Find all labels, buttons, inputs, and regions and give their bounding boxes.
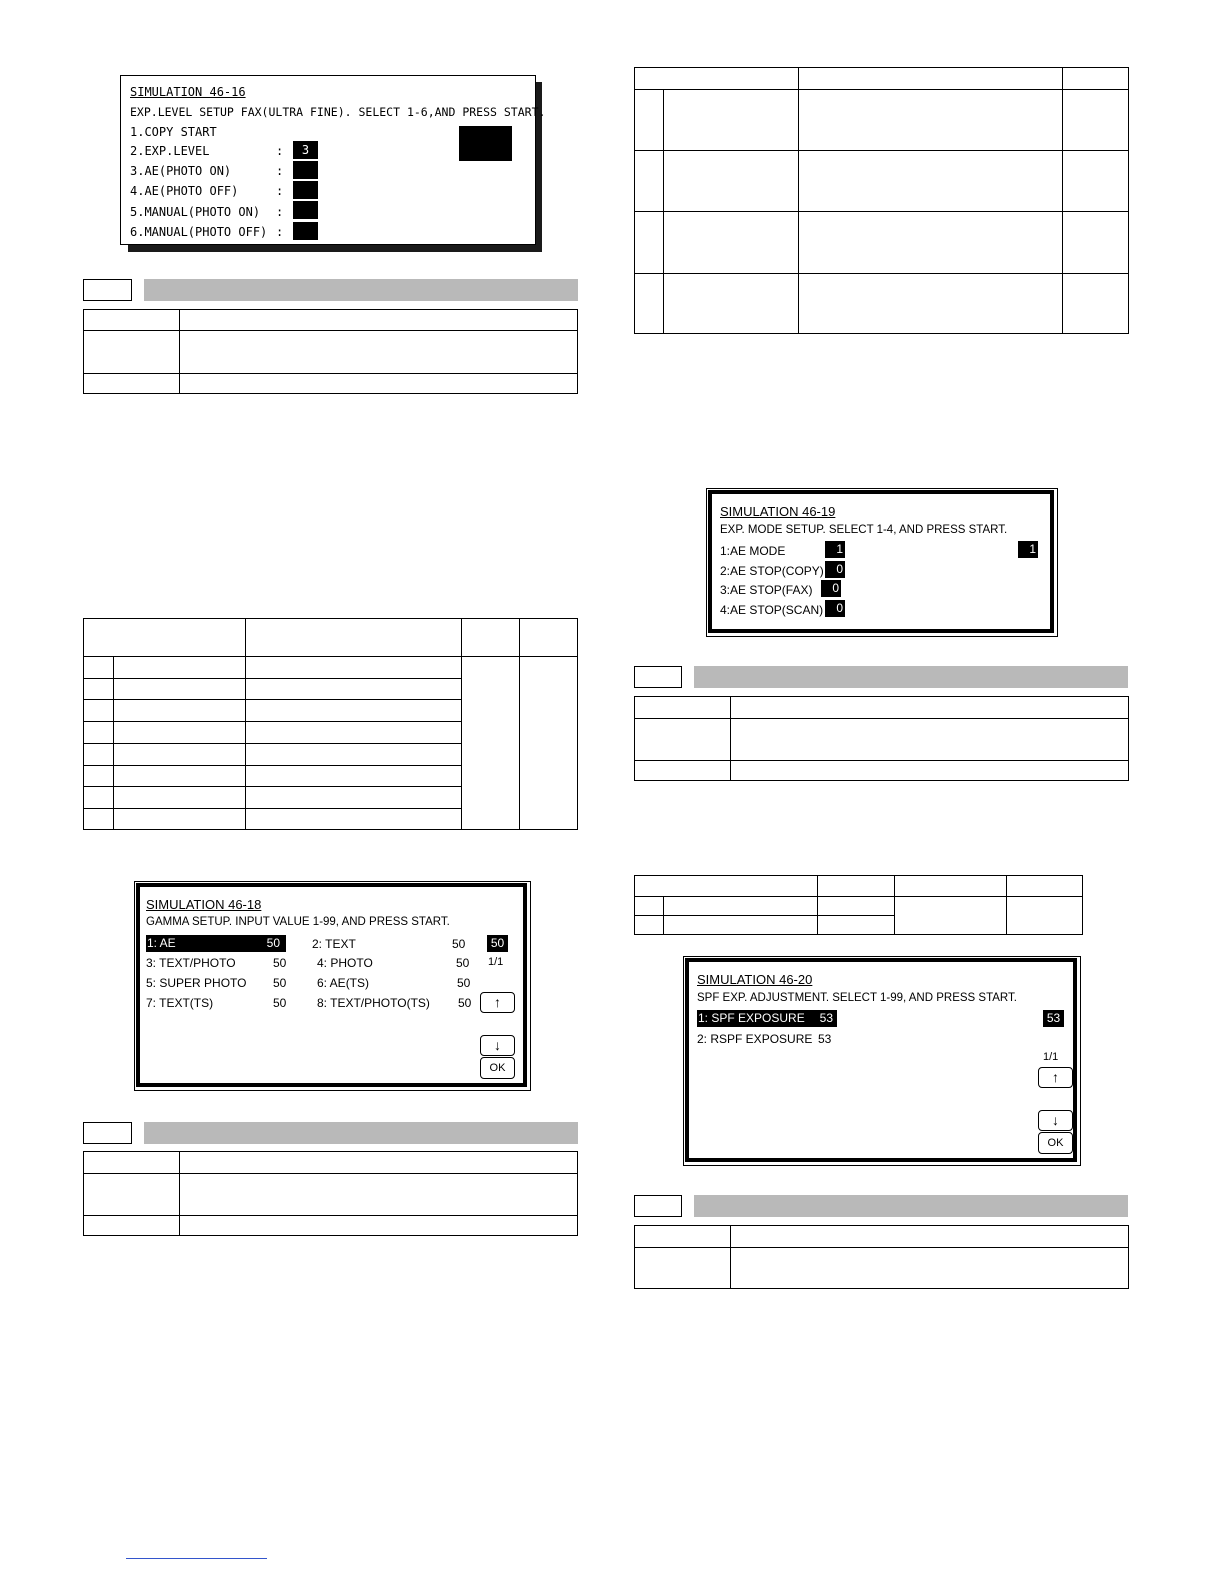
section-header-bar xyxy=(144,279,578,301)
sim46-16-subtitle: EXP.LEVEL SETUP FAX(ULTRA FINE). SELECT 1-6,AND PRESS START. xyxy=(130,105,546,119)
sim46-16-item-label: 2.EXP.LEVEL xyxy=(130,144,210,158)
sim46-16-item-label: 6.MANUAL(PHOTO OFF) xyxy=(130,225,268,239)
sim46-18-item-selected[interactable] xyxy=(146,935,286,952)
list-table xyxy=(83,618,578,830)
sim46-18-item-label[interactable]: 4: PHOTO xyxy=(317,956,373,970)
sim46-16-input-display xyxy=(459,126,512,161)
footer-link[interactable] xyxy=(126,1558,267,1559)
sim46-18-item-value: 50 xyxy=(458,996,472,1010)
sim46-19-item-label[interactable]: 1:AE MODE xyxy=(720,544,786,558)
sim46-19-title: SIMULATION 46-19 xyxy=(720,504,836,519)
sim46-19-subtitle: EXP. MODE SETUP. SELECT 1-4, AND PRESS START. xyxy=(720,524,1008,536)
sim46-16-item-colon: : xyxy=(276,164,284,178)
info-table xyxy=(634,1225,1129,1289)
sim46-18-item-value: 50 xyxy=(266,936,280,950)
sim46-20-down-button[interactable]: ↓ xyxy=(1038,1110,1073,1131)
sim46-18-screen xyxy=(136,883,527,1087)
section-header-bar xyxy=(694,666,1128,688)
sim46-19-item-label[interactable]: 3:AE STOP(FAX) xyxy=(720,583,813,597)
sim46-20-item-value: 53 xyxy=(819,1011,833,1025)
sim46-18-title: SIMULATION 46-18 xyxy=(146,897,262,912)
sim46-16-item-label: 3.AE(PHOTO ON) xyxy=(130,164,232,178)
sim46-20-item-label: 1: SPF EXPOSURE xyxy=(698,1011,805,1025)
sim46-20-ok-button[interactable]: OK xyxy=(1038,1132,1073,1154)
sim46-20-current-value: 53 xyxy=(1043,1010,1064,1027)
sim46-18-item-label[interactable]: 8: TEXT/PHOTO(TS) xyxy=(317,996,430,1010)
sim46-19-item-value: 0 xyxy=(821,580,841,597)
sim46-20-page-indicator: 1/1 xyxy=(1043,1051,1059,1063)
sim46-19-item-label[interactable]: 2:AE STOP(COPY) xyxy=(720,564,824,578)
sim46-18-down-button[interactable]: ↓ xyxy=(480,1035,515,1056)
sim46-16-item-label: 1.COPY START xyxy=(130,125,217,139)
section-header-bar xyxy=(144,1122,578,1144)
sim46-18-item-label[interactable]: 3: TEXT/PHOTO xyxy=(146,956,236,970)
sim46-16-title: SIMULATION 46-16 xyxy=(130,85,246,99)
sim46-18-item-label: 1: AE xyxy=(147,936,176,950)
sim46-19-current-value: 1 xyxy=(1018,541,1038,558)
sim46-18-item-label[interactable]: 2: TEXT xyxy=(312,937,356,951)
sim46-16-value-box xyxy=(293,181,318,199)
sim46-20-title: SIMULATION 46-20 xyxy=(697,972,813,987)
section-header-box xyxy=(634,1195,682,1217)
sim46-18-item-label[interactable]: 7: TEXT(TS) xyxy=(146,996,214,1010)
sim46-16-value-box xyxy=(293,201,318,219)
sim46-19-item-label[interactable]: 4:AE STOP(SCAN) xyxy=(720,603,824,617)
sim46-16-screen xyxy=(120,75,546,245)
sim46-20-up-button[interactable]: ↑ xyxy=(1038,1067,1073,1088)
sim46-16-item-label: 4.AE(PHOTO OFF) xyxy=(130,184,239,198)
sim46-18-item-value: 50 xyxy=(273,996,287,1010)
info-table xyxy=(83,309,578,394)
sim46-18-up-button[interactable]: ↑ xyxy=(480,992,515,1013)
sim46-16-value-box xyxy=(293,222,318,240)
sim46-20-item-label[interactable]: 2: RSPF EXPOSURE xyxy=(697,1032,813,1046)
sim46-18-ok-button[interactable]: OK xyxy=(480,1057,515,1079)
sim46-19-item-value: 0 xyxy=(825,561,845,578)
section-header-box xyxy=(83,279,132,301)
sim46-18-subtitle: GAMMA SETUP. INPUT VALUE 1-99, AND PRESS START. xyxy=(146,916,450,928)
sim46-20-item-selected[interactable] xyxy=(697,1010,837,1027)
sim46-19-screen xyxy=(708,490,1054,633)
sim46-16-item-label: 5.MANUAL(PHOTO ON) xyxy=(130,205,261,219)
info-table xyxy=(83,1151,578,1236)
sim46-19-item-value: 1 xyxy=(825,541,845,558)
small-table xyxy=(634,875,1083,935)
sim46-16-item-colon: : xyxy=(276,205,284,219)
section-header-box xyxy=(83,1122,132,1144)
sim46-16-value-box xyxy=(293,161,318,179)
sim46-18-current-value: 50 xyxy=(487,935,508,952)
section-header-bar xyxy=(694,1195,1128,1217)
sim46-18-item-value: 50 xyxy=(452,937,466,951)
sim46-20-item-value: 53 xyxy=(818,1032,832,1046)
sim46-16-item-colon: : xyxy=(276,184,284,198)
sim46-18-item-value: 50 xyxy=(456,956,470,970)
sim46-18-item-label[interactable]: 6: AE(TS) xyxy=(317,976,370,990)
sim46-18-item-value: 50 xyxy=(457,976,471,990)
sim46-20-screen xyxy=(685,958,1077,1162)
sim46-16-item-colon: : xyxy=(276,225,284,239)
sim46-16-item-colon: : xyxy=(276,144,284,158)
sim46-20-subtitle: SPF EXP. ADJUSTMENT. SELECT 1-99, AND PRESS START. xyxy=(697,992,1017,1004)
sim46-18-page-indicator: 1/1 xyxy=(488,956,504,968)
info-table xyxy=(634,696,1129,781)
sim46-18-item-label[interactable]: 5: SUPER PHOTO xyxy=(146,976,247,990)
sim46-18-item-value: 50 xyxy=(273,956,287,970)
sim46-16-exp-level-value: 3 xyxy=(293,141,318,159)
right-table xyxy=(634,67,1129,334)
section-header-box xyxy=(634,666,682,688)
sim46-19-item-value: 0 xyxy=(825,600,845,617)
sim46-18-item-value: 50 xyxy=(273,976,287,990)
